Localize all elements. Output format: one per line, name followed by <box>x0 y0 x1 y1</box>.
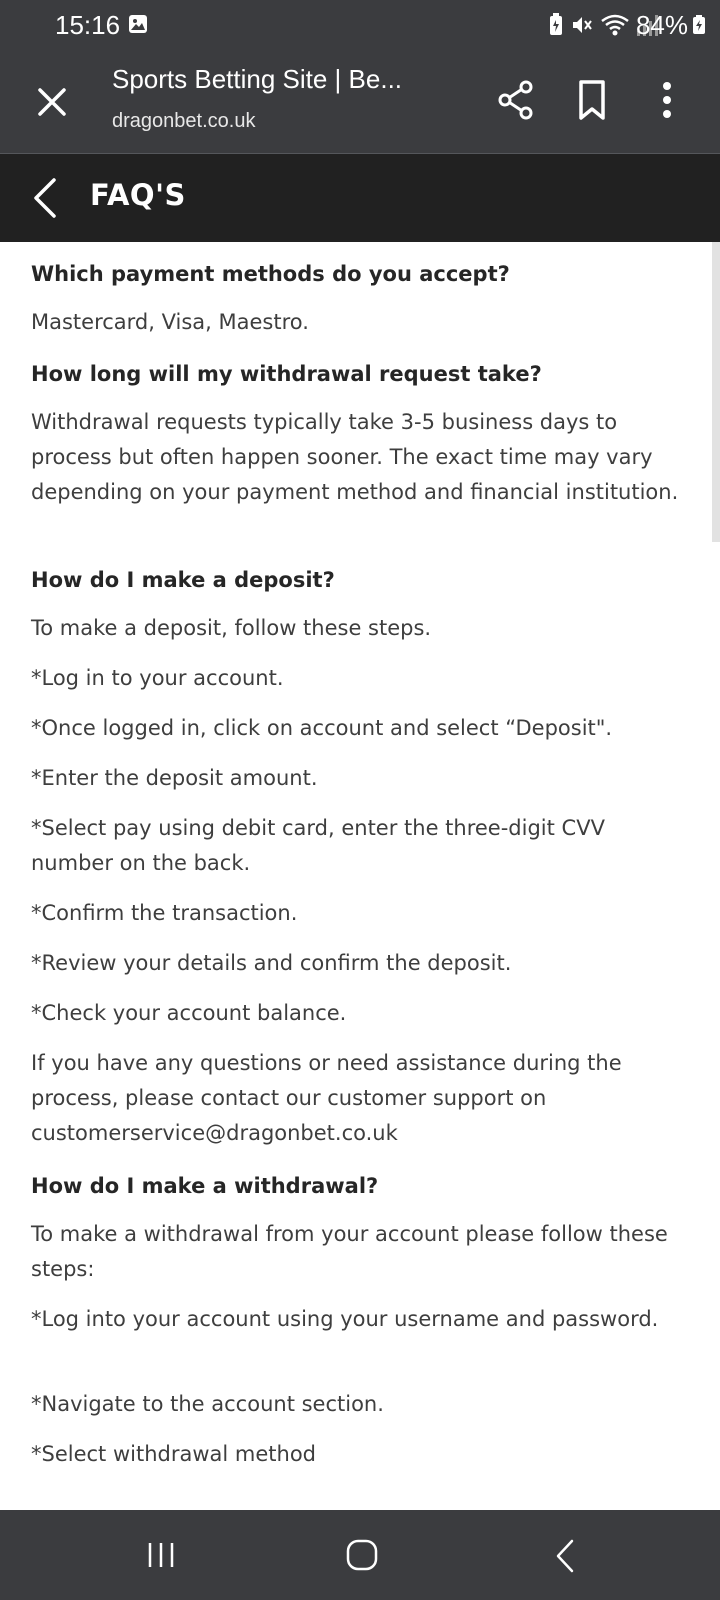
page-title: FAQ'S <box>90 178 186 212</box>
faq-question: Which payment methods do you accept? <box>31 262 510 286</box>
faq-answer: *Log into your account using your username and password. <box>31 1307 659 1331</box>
status-time: 15:16 <box>55 10 121 40</box>
faq-question: How long will my withdrawal request take? <box>31 362 542 386</box>
faq-answer: *Confirm the transaction. <box>31 901 298 925</box>
faq-answer: Mastercard, Visa, Maestro. <box>31 310 309 334</box>
faq-answer: To make a deposit, follow these steps. <box>31 616 432 640</box>
faq-answer: *Review your details and confirm the deposit. <box>31 951 512 975</box>
share-icon[interactable] <box>496 78 536 122</box>
faq-content[interactable] <box>0 242 720 1510</box>
battery-percent: 84% <box>635 10 688 40</box>
wifi-icon <box>600 13 630 37</box>
faq-answer: To make a withdrawal from your account please follow these steps: <box>31 1222 668 1281</box>
faq-answer: Withdrawal requests typically take 3-5 business days to process but often happen sooner. The exact time may vary depending on your payment method and financial institution. <box>31 410 679 504</box>
faq-question: How do I make a deposit? <box>31 568 335 592</box>
gallery-icon <box>128 14 148 34</box>
faq-question: How do I make a withdrawal? <box>31 1174 379 1198</box>
faq-answer: If you have any questions or need assistance during the process, please contact our customer support on customerservice@dragonbet.co.uk <box>31 1051 622 1145</box>
bookmark-icon[interactable] <box>572 78 612 122</box>
faq-answer: *Select pay using debit card, enter the three-digit CVV number on the back. <box>31 816 605 875</box>
faq-answer: *Check your account balance. <box>31 1001 347 1025</box>
more-vert-icon[interactable] <box>652 78 682 122</box>
battery-saver-icon <box>548 13 564 37</box>
chevron-left-icon[interactable] <box>30 176 60 220</box>
system-nav-bar <box>0 1510 720 1600</box>
page-tab-title: Sports Betting Site | Be... <box>112 64 403 94</box>
page-url[interactable]: dragonbet.co.uk <box>112 110 256 132</box>
faq-answer: *Select withdrawal method <box>31 1442 316 1466</box>
faq-header <box>0 154 720 242</box>
home-icon[interactable] <box>345 1538 379 1572</box>
close-icon[interactable] <box>32 82 72 122</box>
browser-toolbar <box>0 50 720 154</box>
back-icon[interactable] <box>552 1538 578 1574</box>
faq-answer: *Log in to your account. <box>31 666 284 690</box>
mute-icon <box>570 13 594 37</box>
faq-answer: *Enter the deposit amount. <box>31 766 318 790</box>
faq-answer: *Navigate to the account section. <box>31 1392 384 1416</box>
scrollbar[interactable] <box>712 242 720 542</box>
recents-icon[interactable] <box>146 1540 176 1570</box>
faq-answer: *Once logged in, click on account and select “Deposit". <box>31 716 613 740</box>
status-bar <box>0 0 720 50</box>
battery-charging-icon <box>692 15 706 35</box>
